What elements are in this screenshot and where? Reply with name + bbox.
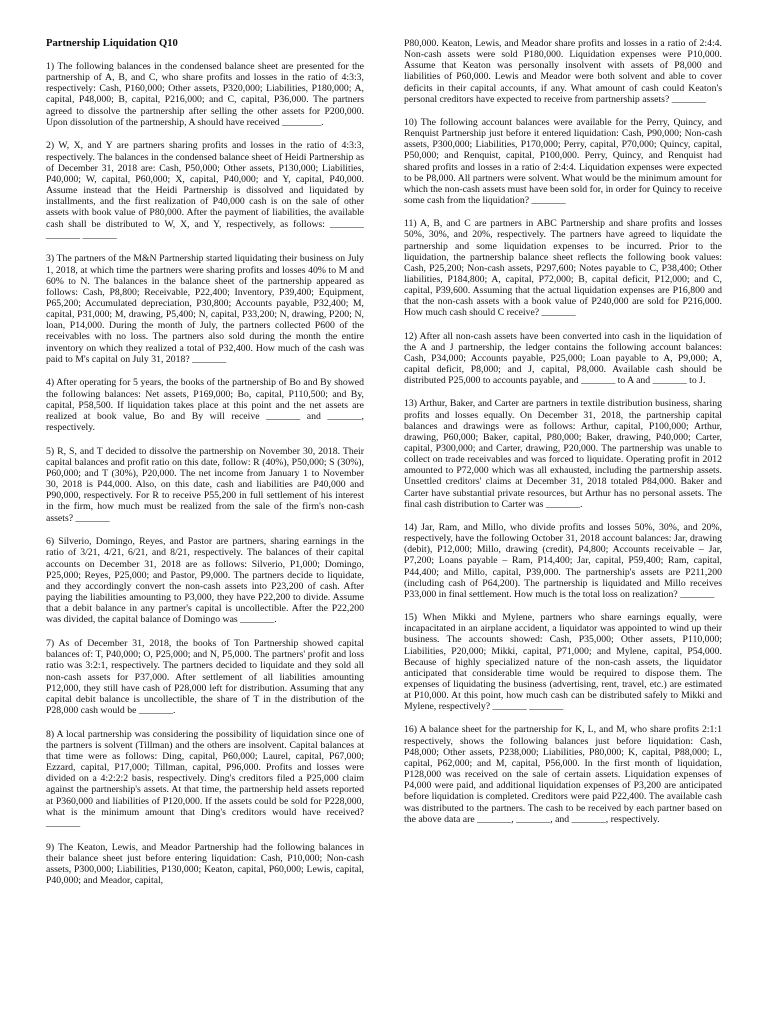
left-column [46, 38, 364, 899]
question-9-continued: P80,000. Keaton, Lewis, and Meador share profits and losses in a ratio of 2:4:4. Non-cash assets were sold P180,000. Liquidation expenses were P10,000. Assume that Keaton was personally insolvent with assets of P8,000 and liabilities of P60,000. Lewis and Meador were both solvent and able to cover deficits in their capital accounts, if any. What amount of cash could Keaton's personal creditors have expected to receive from partnership assets? _______ [404, 38, 722, 105]
right-column [404, 38, 722, 837]
document-title: Partnership Liquidation Q10 [46, 38, 178, 49]
question-4: 4) After operating for 5 years, the books of the partnership of Bo and By showed the following balances: Net assets, P169,000; Bo, capital, P110,500; and By, capital, P58,500. If liquidation takes place at this point and the net assets are realized at book value, Bo and By will receive _______ and _______, respectively. [46, 377, 364, 434]
question-6: 6) Silverio, Domingo, Reyes, and Pastor are partners, sharing earnings in the ratio of 3/21, 4/21, 6/21, and 8/21, respectively. The balances of their capital accounts on December 31, 2018 are as follows: Silverio, P1,000; Domingo, P25,000; Reyes, P25,000; and Pastor, P9,000. The partners decide to liquidate, and they accordingly convert the non-cash assets into P23,200 of cash. After paying the liabilities amounting to P3,000, they have P22,200 to divide. Assume that a debit balance in any partner's capital is uncollectible. After the P22,200 was divided, the capital balance of Domingo was _______. [46, 536, 364, 626]
question-10: 10) The following account balances were available for the Perry, Quincy, and Renquist Partnership just before it entered liquidation: Cash, P90,000; Non-cash assets, P300,000; Liabilities, P170,000; Perry, capital, P70,000; Quincy, capital, P50,000; and Renquist, capital, P100,000. Perry, Quincy, and Renquist had shared profits and losses in a ratio of 2:4:4. Liquidation expenses were expected to be P8,000. All partners were solvent. What would be the minimum amount for which the non-cash assets must have been sold for, in order for Quincy to receive some cash from the liquidation? _______ [404, 116, 722, 207]
question-9: 9) The Keaton, Lewis, and Meador Partnership had the following balances in their balance sheet just before entering liquidation: Cash, P10,000; Non-cash assets, P300,000; Liabilities, P130,000; Keaton, capital, P60,000; Lewis, capital, P40,000; and Meador, capital, [46, 841, 364, 886]
question-15: 15) When Mikki and Mylene, partners who share earnings equally, were incapacitated in an airplane accident, a liquidator was appointed to wind up their business. The accounts showed: Cash, P35,000; Other assets, P110,000; Liabilities, P20,000; Mikki, capital, P71,000; and Mylene, capital, P54,000. Because of highly specialized nature of the non-cash assets, the liquidator anticipated that considerable time would be required to dispose them. The expenses of liquidating the business (advertising, rent, travel, etc.) are estimated at P10,000. At this point, how much cash can be distributed safely to Mikki and Mylene, respectively? _______ _______ [404, 612, 722, 713]
question-1: 1) The following balances in the condensed balance sheet are presented for the partnership of A, B, and C, who share profits and losses in the ratio of 4:3:3, respectively: Cash, P160,000; Other assets, P320,000; Liabilities, P180,000; A, capital, P48,000; B, capital, P216,000; and C, capital, P36,000. The partners agreed to dissolve the partnership after selling the other assets for P200,000. Upon dissolution of the partnership, A should have received ________. [46, 61, 364, 128]
question-14: 14) Jar, Ram, and Millo, who divide profits and losses 50%, 30%, and 20%, respectively, have the following October 31, 2018 account balances: Jar, drawing (debit), P12,000; Millo, drawing (credit), P4,800; Accounts receivable – Jar, P7,200; Loans payable – Ram, P14,400; Jar, capital, P59,400; Ram, capital, P44,400; and Millo, capital, P39,000. The partnership's assets are P211,200 (including cash of P64,200). The partnership is liquidated and Millo receives P33,000 in final settlement. How much is the total loss on realization? _______ [404, 521, 722, 600]
question-3: 3) The partners of the M&N Partnership started liquidating their business on July 1, 2018, at which time the partners were sharing profits and losses 40% to M and 60% to N. The balances in the balance sheet of the partnership appeared as follows: Cash, P8,800; Receivable, P22,400; Inventory, P39,400; Equipment, P65,200; Accumulated depreciation, P30,800; Accounts payable, P32,400; M, capital, P31,000; M, drawing, P5,400; N, capital, P33,200; N, drawing, P200; N, loan, P14,000. During the month of July, the partners collected P600 of the receivables with no loss. The partners also sold during the month the entire inventory on which they realized a total of P32,400. How much of the cash was paid to M's capital on July 31, 2018? _______ [46, 253, 364, 365]
question-12: 12) After all non-cash assets have been converted into cash in the liquidation of the A and J partnership, the ledger contains the following account balances: Cash, P34,000; Accounts payable, P25,000; Loan payable to A, P9,000; A, capital deficit, P8,000; and J, capital, P8,000. Available cash should be distributed P25,000 to accounts payable, and _______ to A and _______ to J. [404, 330, 722, 387]
question-8: 8) A local partnership was considering the possibility of liquidation since one of the partners is solvent (Tillman) and the others are insolvent. Capital balances at that time were as follows: Ding, capital, P60,000; Laurel, capital, P67,000; Ezzard, capital, P17,000; Tillman, capital, P96,000. Profits and losses were divided on a 4:2:2:2 basis, respectively. Ding's creditors filed a P25,000 claim against the partnership's assets. At that time, the partnership held assets reported at P360,000 and liabilities of P120,000. If the assets could be sold for P228,000, what is the minimum amount that Ding's creditors would have received? _______ [46, 728, 364, 829]
question-16: 16) A balance sheet for the partnership for K, L, and M, who share profits 2:1:1 respectively, shows the following balances just before liquidation: Cash, P48,000; Other assets, P238,000; Liabilities, P80,000; K, capital, P88,000; L, capital, P62,000; and M, capital, P56,000. In the first month of liquidation, P128,000 was received on the sale of certain assets. Liquidation expenses of P4,000 were paid, and additional liquidation expenses of P3,200 are anticipated before liquidation is completed. Creditors were paid P22,400. The available cash was distributed to the partners. The cash to be received by each partner based on the above data are _______, _______, and _______, respectively. [404, 724, 722, 825]
question-2: 2) W, X, and Y are partners sharing profits and losses in the ratio of 4:3:3, respectively. The balances in the condensed balance sheet of Heidi Partnership as of December 31, 2018 are: Cash, P50,000; Other assets, P130,000; Liabilities, P40,000; W, capital, P60,000; X, capital, P40,000; and Y, capital, P40,000. Assume instead that the Heidi Partnership is dissolved and liquidated by installments, and the first realization of P40,000 cash is on the sale of other assets with book value of P80,000. After the payment of liabilities, the available cash shall be distributed to W, X, and Y, respectively, as follows: _______ _______ _______ [46, 140, 364, 241]
question-13: 13) Arthur, Baker, and Carter are partners in textile distribution business, sharing profits and losses equally. On December 31, 2018, the partnership capital balances and drawings were as follows: Arthur, capital, P100,000; Arthur, drawing, P60,000; Baker, capital, P80,000; Baker, drawing, P40,000; Carter, capital, P300,000; and Carter, drawing, P20,000. The partnership was unable to collect on trade receivables and was forced to liquidate. Operating profit in 2012 amounted to P72,000 which was all exhausted, including the partnership assets. Unsettled creditors' claims at December 31, 2018 totaled P84,000. Baker and Carter have substantial private resources, but Arthur has no personal assets. The final cash distribution to Carter was _______. [404, 398, 722, 510]
question-11: 11) A, B, and C are partners in ABC Partnership and share profits and losses 50%, 30%, and 20%, respectively. The partners have agreed to liquidate the partnership and some liquidation expenses to be incurred. Prior to the liquidation, the partnership balance sheet reflects the following book values: Cash, P25,200; Non-cash assets, P297,600; Notes payable to C, P38,400; Other liabilities, P184,800; A, capital, P72,000; B, capital deficit, P12,000; and C, capital, P39,600. Assuming that the actual liquidation expenses are P16,800 and that the non-cash assets with a book value of P240,000 are sold for P216,000. How much cash should C receive? _______ [404, 218, 722, 319]
question-5: 5) R, S, and T decided to dissolve the partnership on November 30, 2018. Their capital balances and profit ratio on this date, follow: R (40%), P50,000; S (30%), P60,000; and T (30%), P20,000. The net income from January 1 to November 30, 2018 is P44,000. Also, on this date, cash and liabilities are P40,000 and P90,000, respectively. For R to receive P55,200 in full settlement of his interest in the firm, how much must be realized from the sale of the firm's non-cash assets? _______ [46, 445, 364, 524]
question-7: 7) As of December 31, 2018, the books of Ton Partnership showed capital balances of: T, P40,000; O, P25,000; and N, P5,000. The partners' profit and loss ratio was 3:2:1, respectively. The partners decided to liquidate and they sold all non-cash assets for P37,000. After settlement of all liabilities amounting P12,000, they still have cash of P28,000 left for distribution. Assuming that any capital debit balance is uncollectible, the share of T in the distribution of the P28,000 cash would be _______. [46, 638, 364, 716]
